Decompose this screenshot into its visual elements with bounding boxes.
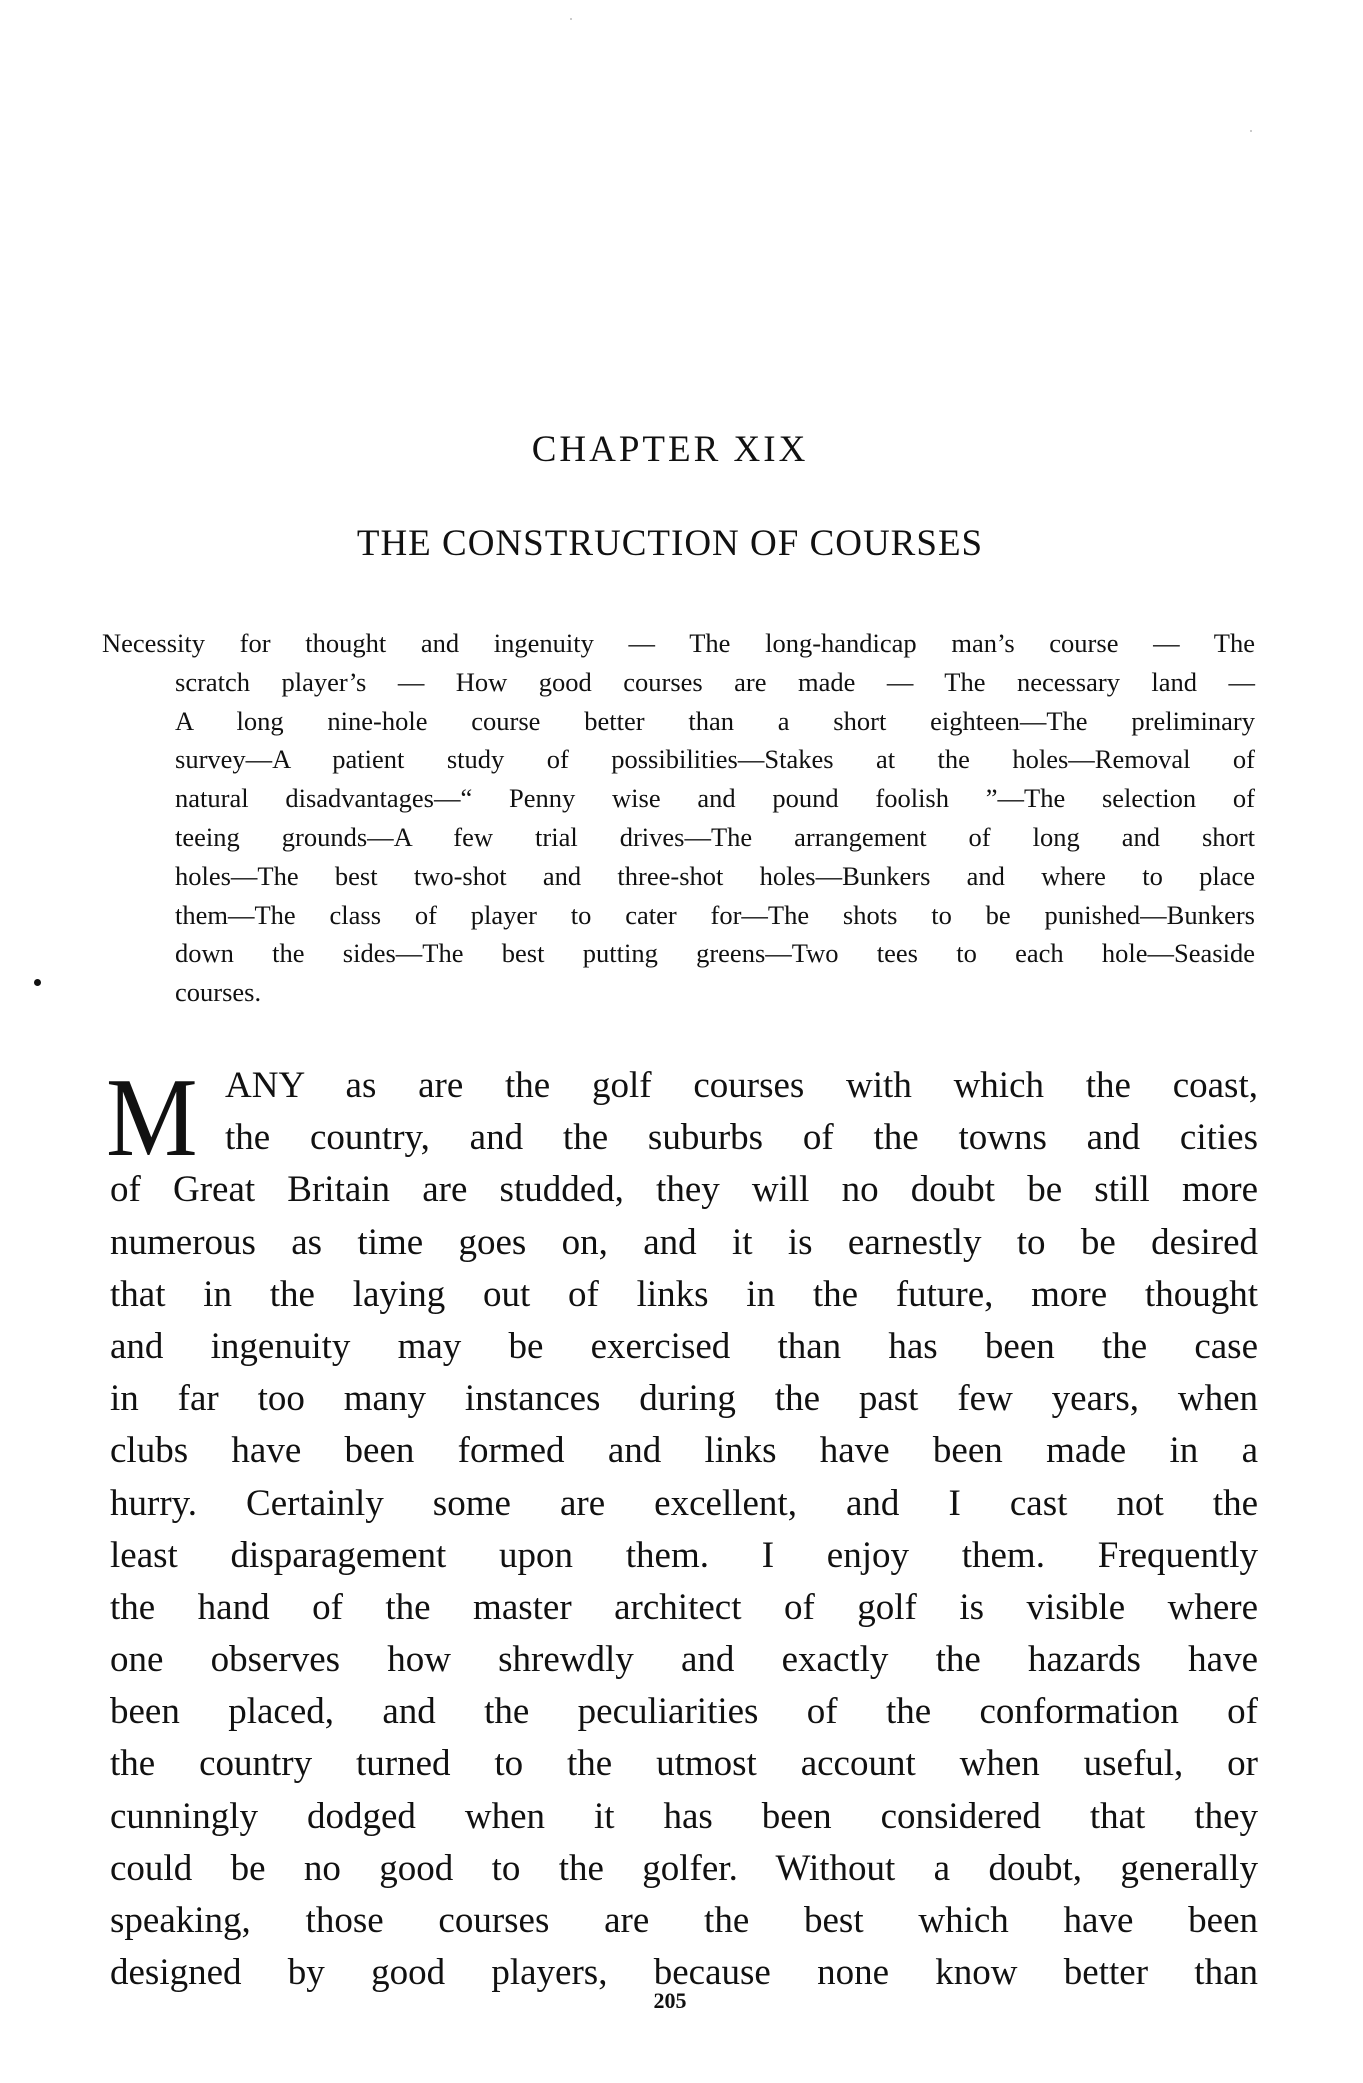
chapter-number: CHAPTER XIX	[531, 429, 809, 470]
body-line: least disparagement upon them. I enjoy them. Frequently	[110, 1534, 1258, 1576]
body-line: been placed, and the peculiarities of the conformation of	[110, 1691, 1258, 1733]
body-line: the country turned to the utmost account when useful, or	[110, 1743, 1258, 1785]
synopsis-line: courses.	[175, 977, 262, 1008]
synopsis-line: them—The class of player to cater for—The shots to be punished—Bunkers	[175, 899, 1255, 930]
body-line: clubs have been formed and links have been made in a	[110, 1430, 1258, 1472]
scan-speck	[570, 18, 572, 20]
synopsis-line: A long nine-hole course better than a short eighteen—The preliminary	[175, 705, 1255, 736]
synopsis-line: scratch player’s — How good courses are made — The necessary land —	[175, 666, 1255, 697]
body-line: that in the laying out of links in the future, more thought	[110, 1273, 1258, 1315]
body-line: designed by good players, because none know better than	[110, 1952, 1258, 1994]
synopsis-line: teeing grounds—A few trial drives—The arrangement of long and short	[175, 821, 1255, 852]
synopsis-line: natural disadvantages—“ Penny wise and pound foolish ”—The selection of	[175, 783, 1255, 814]
page-number: 205	[653, 1988, 687, 2013]
margin-mark	[34, 979, 41, 986]
body-line: in far too many instances during the past few years, when	[110, 1378, 1258, 1420]
synopsis-line: holes—The best two-shot and three-shot holes—Bunkers and where to place	[175, 860, 1255, 891]
drop-cap: M	[106, 1056, 198, 1180]
body-line: and ingenuity may be exercised than has been the case	[110, 1325, 1258, 1367]
body-paragraph	[106, 1056, 1258, 1999]
body-line: of Great Britain are studded, they will no doubt be still more	[110, 1169, 1258, 1211]
chapter-synopsis	[102, 624, 1255, 1012]
body-line: the country, and the suburbs of the towns and cities	[225, 1117, 1258, 1159]
body-line: ANY as are the golf courses with which the coast,	[225, 1065, 1258, 1106]
body-line: hurry. Certainly some are excellent, and I cast not the	[110, 1482, 1258, 1524]
body-line: one observes how shrewdly and exactly the hazards have	[110, 1639, 1258, 1681]
scan-speck	[1250, 130, 1252, 132]
synopsis-line: survey—A patient study of possibilities—Stakes at the holes—Removal of	[175, 744, 1255, 775]
body-line: cunningly dodged when it has been considered that they	[110, 1795, 1258, 1837]
body-line: could be no good to the golfer. Without a doubt, generally	[110, 1847, 1258, 1889]
chapter-title: THE CONSTRUCTION OF COURSES	[356, 523, 984, 564]
body-line: the hand of the master architect of golf is visible where	[110, 1586, 1258, 1628]
synopsis-line: down the sides—The best putting greens—Two tees to each hole—Seaside	[175, 938, 1255, 969]
synopsis-line: Necessity for thought and ingenuity — The long-handicap man’s course — The	[102, 628, 1255, 658]
body-line: numerous as time goes on, and it is earnestly to be desired	[110, 1221, 1258, 1263]
body-line: speaking, those courses are the best which have been	[110, 1900, 1258, 1941]
